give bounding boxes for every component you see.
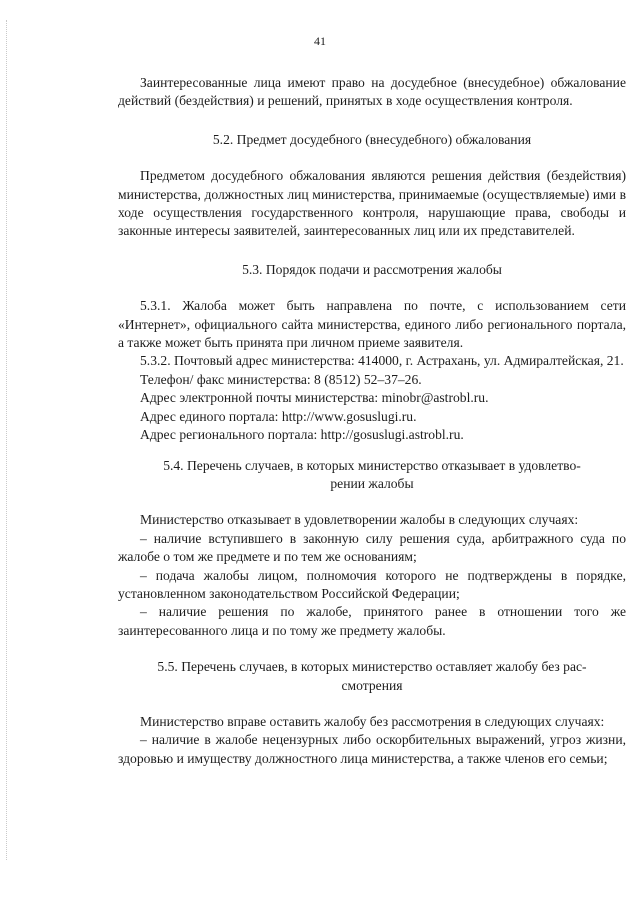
section-5-4-item: – подача жалобы лицом, полномочия которого не подтверждены в порядке, установленном законодательством Российской Федерации; bbox=[118, 567, 626, 601]
section-5-2-text: Предметом досудебного обжалования являются решения действия (бездействия) министерства, должностных лиц министерства, принимаемые (осуществляемые) ими в ходе осуществления государственного контроля, нарушающие права, свободы и законные интересы заявителей, заинтересованных лиц или их представителей. bbox=[118, 168, 626, 239]
email-line: Адрес электронной почты министерства: minobr@astrobl.ru. bbox=[140, 390, 489, 406]
single-portal-line: Адрес единого портала: http://www.gosuslugi.ru. bbox=[140, 408, 417, 424]
section-5-5-heading bbox=[118, 658, 626, 695]
section-5-5-intro: Министерство вправе оставить жалобу без рассмотрения в следующих случаях: bbox=[140, 713, 605, 729]
section-5-4-item: – наличие решения по жалобе, принятого ранее в отношении того же заинтересованного лица и по тому же предмету жалобы. bbox=[118, 604, 626, 638]
page-number: 41 bbox=[314, 34, 326, 48]
section-5-4-heading bbox=[118, 457, 626, 494]
section-5-5-heading-line2: смотрения bbox=[341, 677, 403, 693]
phone-line: Телефон/ факс министерства: 8 (8512) 52–37–26. bbox=[140, 371, 422, 387]
document-body bbox=[118, 74, 626, 768]
section-5-4-heading-line2: рении жалобы bbox=[330, 475, 414, 491]
section-5-4-heading-line1: 5.4. Перечень случаев, в которых министерство отказывает в удовлетво- bbox=[163, 457, 581, 473]
section-5-3-heading: 5.3. Порядок подачи и рассмотрения жалобы bbox=[242, 261, 502, 277]
section-5-4-item: – наличие вступившего в законную силу решения суда, арбитражного суда по жалобе о том же предмете и по тем же основаниям; bbox=[118, 530, 626, 565]
section-5-3-1-text: 5.3.1. Жалоба может быть направлена по почте, с использованием сети «Интернет», официального сайта министерства, единого либо регионального портала, а также может быть принята при личном приеме заявителя. bbox=[118, 298, 626, 351]
section-5-5-item: – наличие в жалобе нецензурных либо оскорбительных выражений, угроз жизни, здоровью и имуществу должностного лица министерства, а также членов его семьи; bbox=[118, 732, 626, 766]
section-5-2-heading: 5.2. Предмет досудебного (внесудебного) обжалования bbox=[212, 131, 532, 147]
intro-paragraph: Заинтересованные лица имеют право на досудебное (внесудебное) обжалование действий (бездействия) и решений, принятых в ходе осуществления контроля. bbox=[118, 75, 626, 109]
page-edge-marks bbox=[6, 20, 8, 860]
section-5-3-2-text: 5.3.2. Почтовый адрес министерства: 414000, г. Астрахань, ул. Адмиралтейская, 21. bbox=[140, 353, 624, 369]
section-5-4-intro: Министерство отказывает в удовлетворении жалобы в следующих случаях: bbox=[140, 512, 579, 528]
section-5-5-heading-line1: 5.5. Перечень случаев, в которых министерство оставляет жалобу без рас- bbox=[157, 659, 587, 675]
regional-portal-line: Адрес регионального портала: http://gosuslugi.astrobl.ru. bbox=[140, 427, 464, 443]
